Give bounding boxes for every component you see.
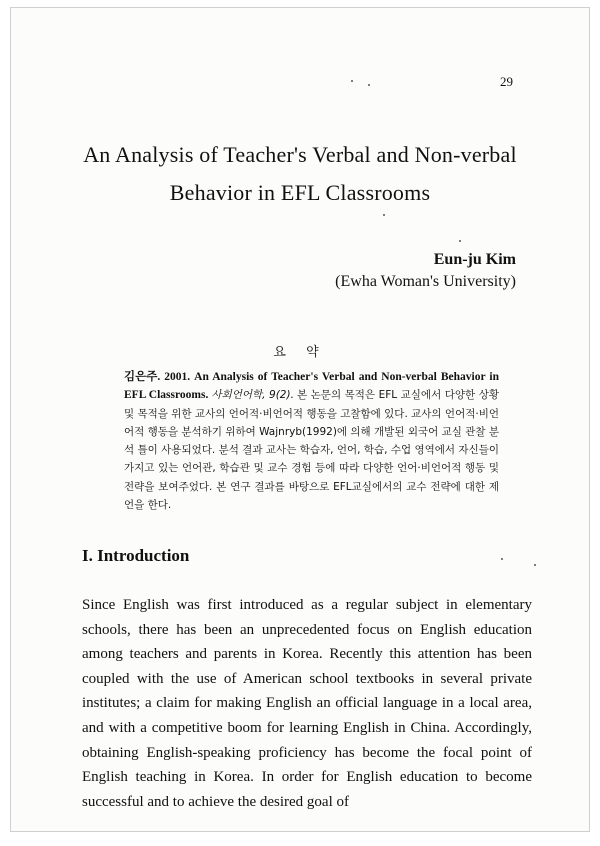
title-line-1: An Analysis of Teacher's Verbal and Non-verbal [83, 142, 517, 167]
abstract-text: 본 논문의 목적은 EFL 교실에서 다양한 상황 및 목적을 위한 교사의 언어적·비언어적 행동을 고찰함에 있다. 교사의 언어적·비언어적 행동을 분석하기 위하여 Wajnryb(1992)에 의해 개발된 외국어 교실 관찰 분석 틀이 사용되었다. 분석 결과 교사는 학습자, 언어, 학습, 수업 영역에서 자신들이 가지고 있는 언어관, 학습관 및 교수 경험 등에 따라 다양한 언어·비언어적 행동 및 전략을 보여주었다. 본 연구 결과를 바탕으로 EFL교실에서의 교수 전략에 대한 제언을 한다. [124, 389, 500, 512]
abstract-citation: 김은주. 2001. An Analysis of Teacher's Verbal and Non-verbal Behavior in EFL Classrooms. [124, 371, 499, 402]
scan-speck [501, 558, 503, 560]
author-affiliation: (Ewha Woman's University) [335, 273, 516, 290]
section-heading: I. Introduction [82, 546, 190, 565]
paper-title [11, 136, 589, 212]
journal-name: 사회언어학, 9(2). [211, 389, 294, 402]
abstract-heading: 요 약 [273, 345, 327, 360]
paper-page [10, 7, 590, 832]
scan-speck [351, 80, 353, 82]
page-number: 29 [500, 74, 513, 89]
scan-speck [534, 564, 536, 566]
title-line-2: Behavior in EFL Classrooms [169, 180, 431, 205]
scan-speck [459, 240, 461, 242]
scan-speck [383, 214, 385, 216]
intro-paragraph: Since English was first introduced as a regular subject in elementary schools, there has been an unprecedented focus on English education among teachers and parents in Korea. Recently this attention has been coupled with the use of American school textbooks in several private institutes; a claim for making English an official language in a local area, and with a competitive boom for learning English in China. Accordingly, obtaining English-speaking proficiency has become the focal point of English teaching in Korea. In order for English education to become successful and to achieve the desired goal of [82, 597, 532, 810]
abstract-body [124, 368, 499, 514]
scan-speck [368, 84, 370, 86]
author-name: Eun-ju Kim [433, 251, 516, 268]
